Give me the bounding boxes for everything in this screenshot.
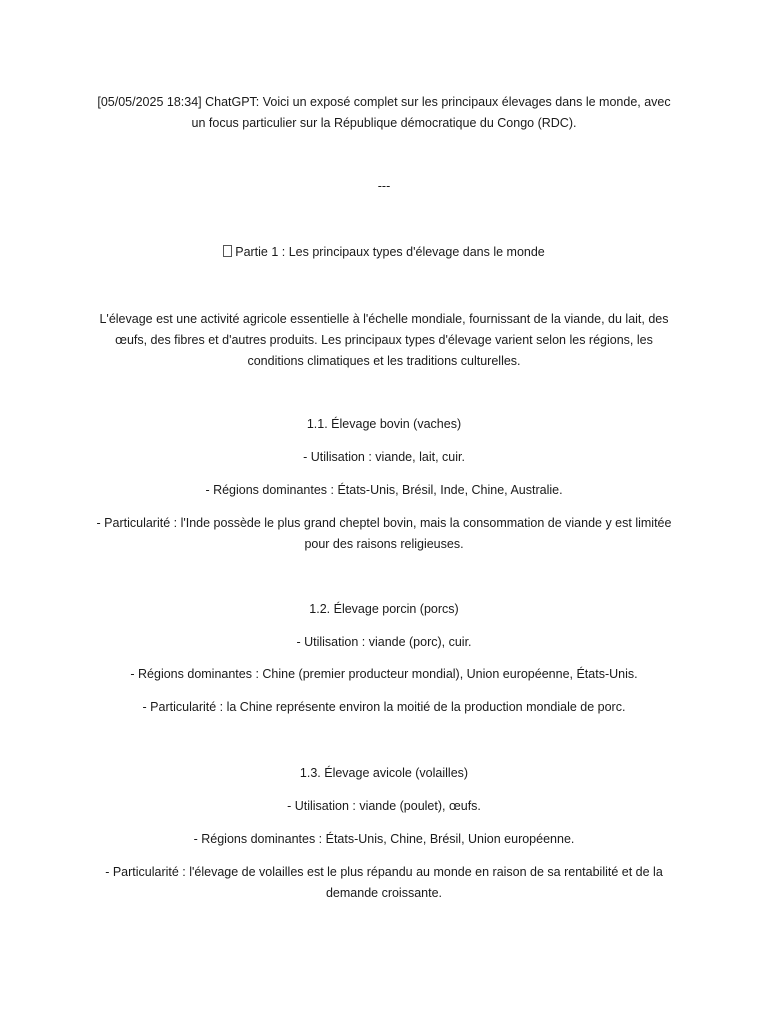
intro-line-1: L'élevage est une activité agricole essentielle à l'échelle mondiale, fournissant de la viande, du lait, des xyxy=(99,312,669,326)
section-usage-bovin: - Utilisation : viande, lait, cuir. xyxy=(303,450,465,464)
section-particularity-bovin xyxy=(84,513,684,555)
section-usage-avicole: - Utilisation : viande (poulet), œufs. xyxy=(287,799,481,813)
header-line-1: [05/05/2025 18:34] ChatGPT: Voici un exposé complet sur les principaux élevages dans le monde, avec xyxy=(97,95,671,109)
separator: --- xyxy=(377,179,391,193)
intro-line-3: conditions climatiques et les traditions culturelles. xyxy=(247,354,521,368)
section-heading-avicole: 1.3. Élevage avicole (volailles) xyxy=(299,766,469,780)
intro-line-2: œufs, des fibres et d'autres produits. Les principaux types d'élevage varient selon les régions, les xyxy=(115,333,653,347)
intro-header xyxy=(84,92,684,134)
section-particularity-avicole xyxy=(84,862,684,904)
section-particularity-porcin: - Particularité : la Chine représente environ la moitié de la production mondiale de porc. xyxy=(142,700,626,714)
section-regions-avicole: - Régions dominantes : États-Unis, Chine, Brésil, Union européenne. xyxy=(193,832,575,846)
section-usage-porcin: - Utilisation : viande (porc), cuir. xyxy=(296,635,472,649)
particularity-line-2: demande croissante. xyxy=(325,886,443,900)
section-heading-porcin: 1.2. Élevage porcin (porcs) xyxy=(309,602,459,616)
section-heading-bovin: 1.1. Élevage bovin (vaches) xyxy=(306,417,462,431)
particularity-line-1: - Particularité : l'élevage de volailles est le plus répandu au monde en raison de sa rentabilité et de la xyxy=(105,865,663,879)
particularity-line-1: - Particularité : l'Inde possède le plus grand cheptel bovin, mais la consommation de viande y est limitée xyxy=(96,516,672,530)
part-1-title-text: Partie 1 : Les principaux types d'élevage dans le monde xyxy=(235,245,545,259)
section-regions-porcin: - Régions dominantes : Chine (premier producteur mondial), Union européenne, États-Unis. xyxy=(130,667,638,681)
section-regions-bovin: - Régions dominantes : États-Unis, Brésil, Inde, Chine, Australie. xyxy=(205,483,563,497)
particularity-line-2: pour des raisons religieuses. xyxy=(304,537,464,551)
part-1-intro xyxy=(84,309,684,372)
part-1-title xyxy=(84,242,684,263)
missing-glyph-icon xyxy=(223,245,232,257)
header-line-2: un focus particulier sur la République démocratique du Congo (RDC). xyxy=(191,116,577,130)
